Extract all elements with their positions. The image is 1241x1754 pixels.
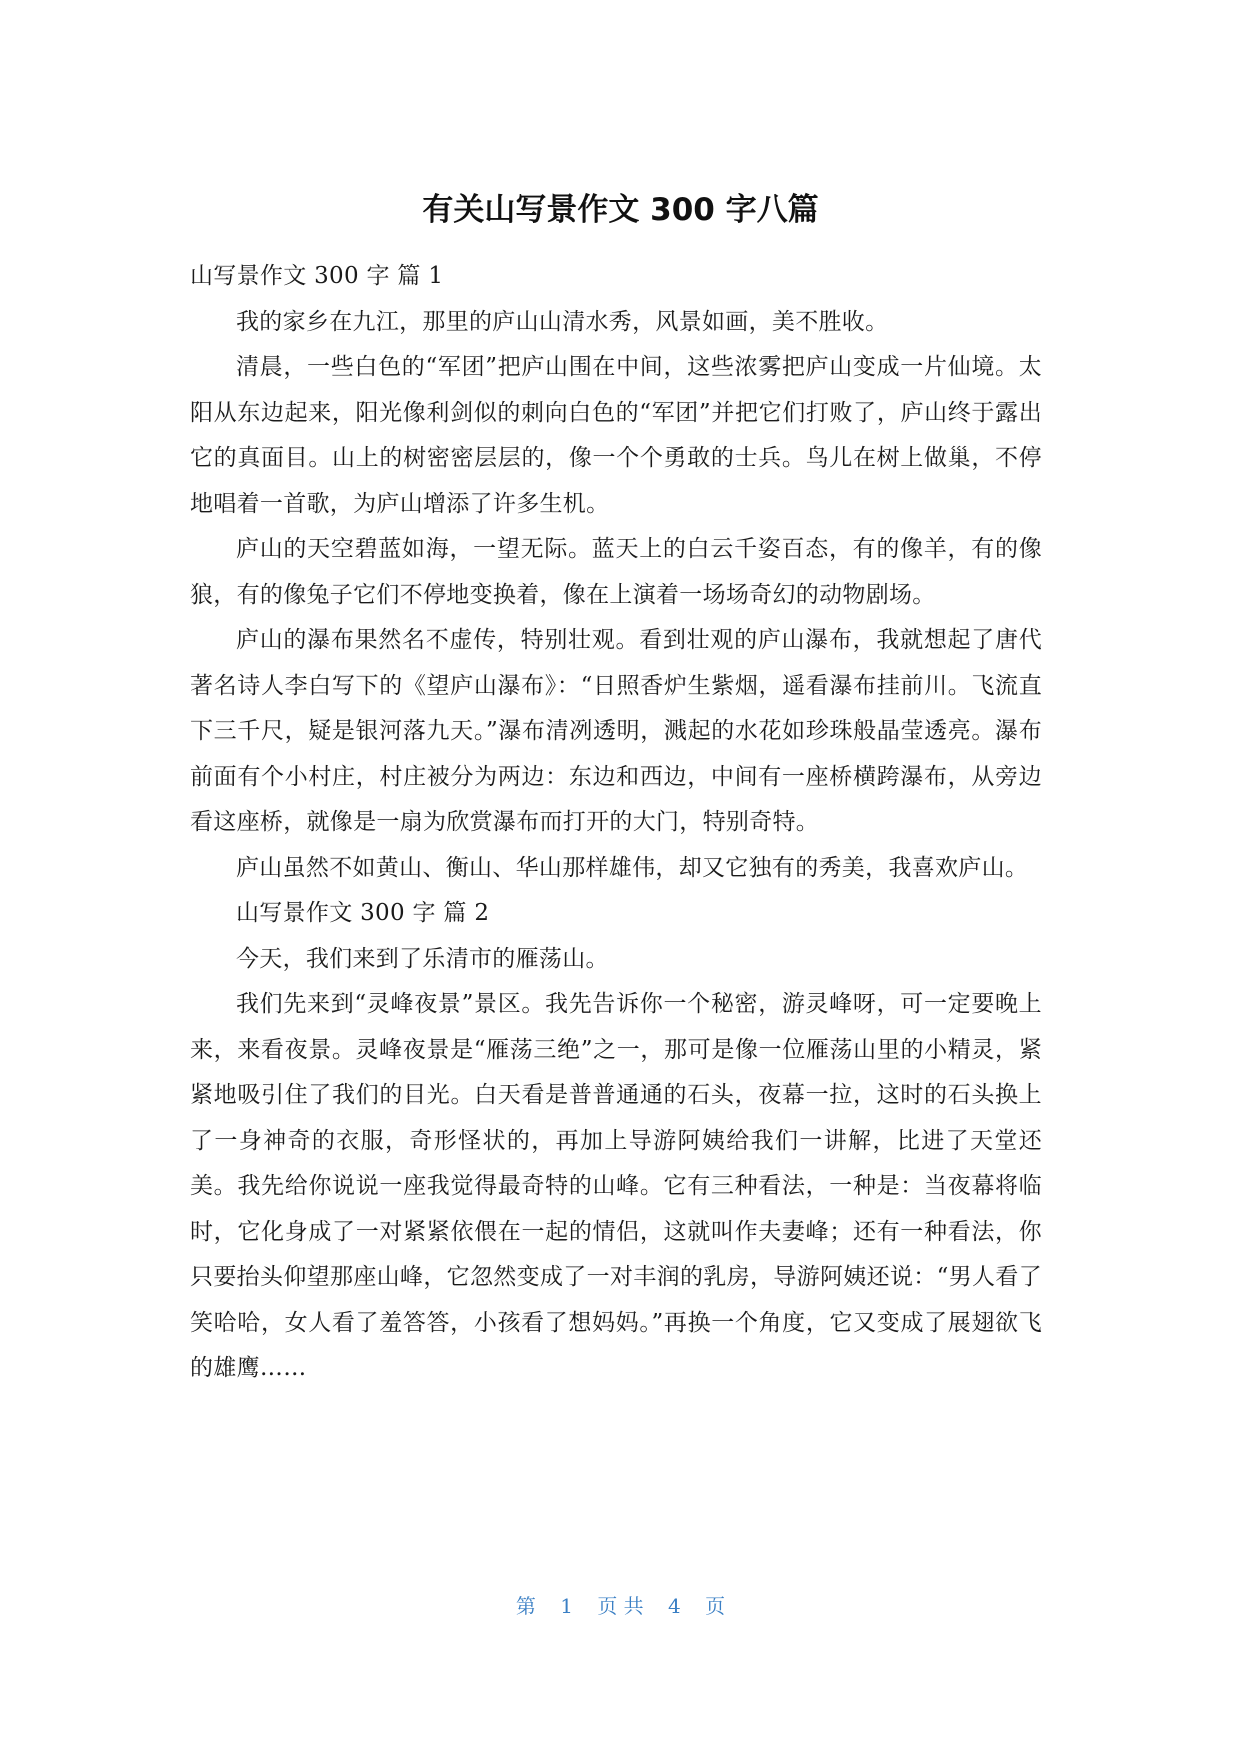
document-body <box>190 254 1042 1392</box>
paragraph: 庐山的瀑布果然名不虚传，特别壮观。看到壮观的庐山瀑布，我就想起了唐代著名诗人李白写下的《望庐山瀑布》：“日照香炉生紫烟，遥看瀑布挂前川。飞流直下三千尺，疑是银河落九天。”瀑布清冽透明，溅起的水花如珍珠般晶莹透亮。瀑布前面有个小村庄，村庄被分为两边：东边和西边，中间有一座桥横跨瀑布，从旁边看这座桥，就像是一扇为欣赏瀑布而打开的大门，特别奇特。 <box>190 627 1042 835</box>
paragraph: 我们先来到“灵峰夜景”景区。我先告诉你一个秘密，游灵峰呀，可一定要晚上来，来看夜景。灵峰夜景是“雁荡三绝”之一，那可是像一位雁荡山里的小精灵，紧紧地吸引住了我们的目光。白天看是普普通通的石头，夜幕一拉，这时的石头换上了一身神奇的衣服，奇形怪状的，再加上导游阿姨给我们一讲解，比进了天堂还美。我先给你说说一座我觉得最奇特的山峰。它有三种看法，一种是：当夜幕将临时，它化身成了一对紧紧依偎在一起的情侣，这就叫作夫妻峰；还有一种看法，你只要抬头仰望那座山峰，它忽然变成了一对丰润的乳房，导游阿姨还说：“男人看了笑哈哈，女人看了羞答答，小孩看了想妈妈。”再换一个角度，它又变成了展翅欲飞的雄鹰…… <box>190 991 1042 1381</box>
paragraph: 庐山虽然不如黄山、衡山、华山那样雄伟，却又它独有的秀美，我喜欢庐山。 <box>236 854 1029 881</box>
paragraph: 清晨，一些白色的“军团”把庐山围在中间，这些浓雾把庐山变成一片仙境。太阳从东边起来，阳光像利剑似的刺向白色的“军团”并把它们打败了，庐山终于露出它的真面目。山上的树密密层层的，像一个个勇敢的士兵。鸟儿在树上做巢，不停地唱着一首歌，为庐山增添了许多生机。 <box>190 354 1042 517</box>
document-title: 有关山写景作文 300 字八篇 <box>422 192 819 228</box>
page-number-prefix: 第 <box>515 1594 536 1618</box>
paragraph: 庐山的天空碧蓝如海，一望无际。蓝天上的白云千姿百态，有的像羊，有的像狼，有的像兔子它们不停地变换着，像在上演着一场场奇幻的动物剧场。 <box>190 536 1042 608</box>
total-page-count: 4 <box>668 1594 681 1618</box>
section-heading: 山写景作文 300 字 篇 1 <box>190 263 444 289</box>
page-footer <box>0 1592 1241 1620</box>
paragraph: 今天，我们来到了乐清市的雁荡山。 <box>236 945 609 972</box>
page-number-middle: 页 共 <box>597 1594 644 1618</box>
paragraph: 我的家乡在九江，那里的庐山山清水秀，风景如画，美不胜收。 <box>236 308 889 335</box>
page-number-suffix: 页 <box>705 1594 726 1618</box>
current-page-number: 1 <box>560 1594 573 1618</box>
section-heading: 山写景作文 300 字 篇 2 <box>236 900 490 926</box>
